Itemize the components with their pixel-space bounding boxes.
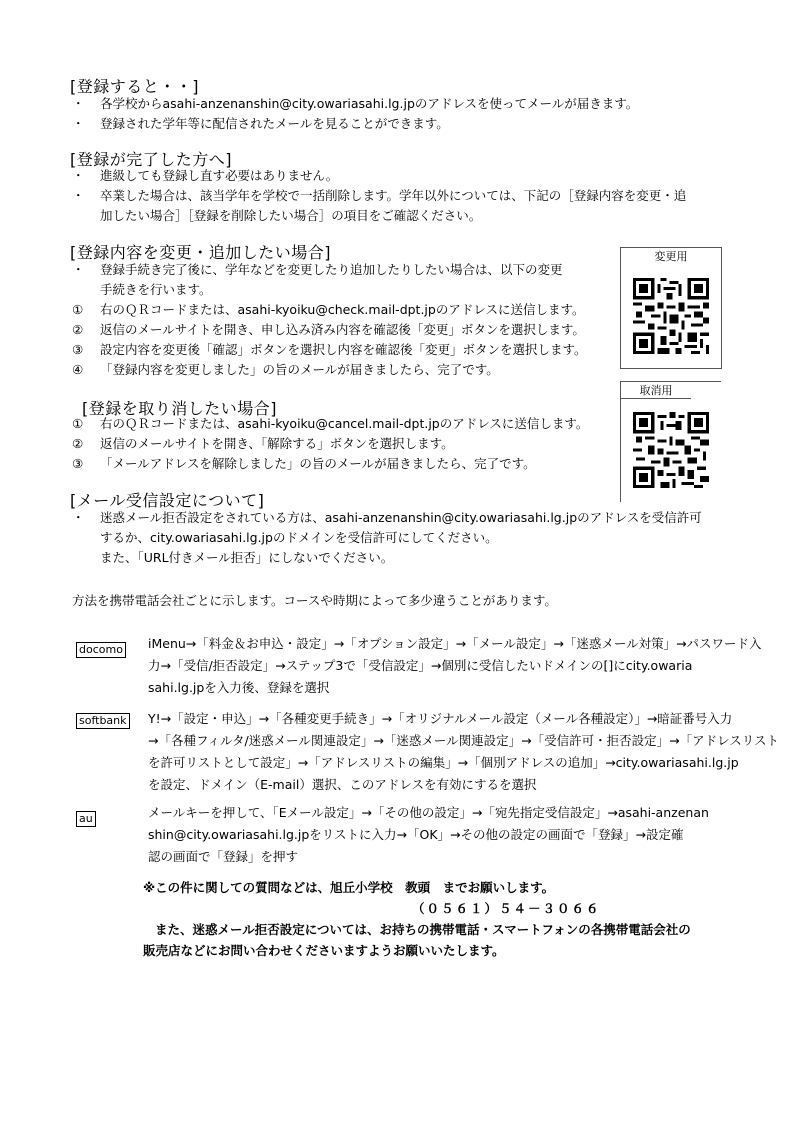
carrier-instructions-docomo: iMenu→「料金＆お申込・設定」→「オプション設定」→「メール設定」→「迷惑メール対策」→パスワード入 力→「受信/拒否設定」→ステップ3で「受信設定」→個別に受信したいドメインの[]にcity.owaria sahi.lg.jpを入力後、登録を選択 bbox=[148, 636, 762, 695]
list-item: ・ 卒業した場合は、該当学年を学校で一括削除します。学年以外については、下記の［登録内容を変更・追 bbox=[72, 188, 687, 203]
list-item: ・ 進級しても登録し直す必要はありません。 bbox=[72, 168, 339, 183]
qr-change-label: 変更用 bbox=[654, 250, 688, 263]
carrier-label-softbank: softbank bbox=[76, 713, 130, 729]
reception-list bbox=[72, 508, 702, 568]
list-item: ② 返信のメールサイトを開き、「解除する」ボタンを選択します。 bbox=[72, 436, 454, 451]
list-item: ① 右のＱＲコードまたは、asahi-kyoiku@cancel.mail-dpt.jpのアドレスに送信します。 bbox=[72, 416, 589, 431]
list-item: ・ 登録された学年等に配信されたメールを見ることができます。 bbox=[72, 116, 449, 131]
carrier-intro: 方法を携帯電話会社ごとに示します。コースや時期によって多少違うことがあります。 bbox=[72, 593, 557, 608]
carrier-label-au: au bbox=[76, 811, 96, 827]
list-item: ・ 迷惑メール拒否設定をされている方は、asahi-anzenanshin@city.owariasahi.lg.jpのアドレスを受信許可 bbox=[72, 510, 702, 525]
list-item: ② 返信のメールサイトを開き、申し込み済み内容を確認後「変更」ボタンを選択します。 bbox=[72, 322, 585, 337]
list-item: ③ 設定内容を変更後「確認」ボタンを選択し内容を確認後「変更」ボタンを選択します。 bbox=[72, 342, 587, 357]
heading-reception: [メール受信設定について] bbox=[70, 491, 265, 510]
list-item: ・ 登録手続き完了後に、学年などを変更したり追加したりしたい場合は、以下の変更 bbox=[72, 262, 563, 277]
completed-list bbox=[72, 166, 686, 226]
qr-cancel-label: 取消用 bbox=[621, 382, 691, 399]
notice-carrier-info: また、迷惑メール拒否設定については、お持ちの携帯電話・スマートフォンの各携帯電話会社の bbox=[155, 922, 691, 937]
qr-cancel-box bbox=[620, 381, 721, 502]
list-item: また、「URL付きメール拒否」にしないでください。 bbox=[100, 550, 394, 565]
list-item: 手続きを行います。 bbox=[100, 282, 212, 297]
carrier-label-docomo: docomo bbox=[76, 642, 126, 658]
carrier-instructions-softbank: Y!→「設定・申込」→「各種変更手続き」→「オリジナルメール設定（メール各種設定）」→暗証番号入力 →「各種フィルタ/迷惑メール関連設定」→「迷惑メール関連設定」→「受信許可・拒否設定」→「アドレスリスト を許可リストとして設定」→「アドレスリストの編集」→「個別アドレスの追加」→city.owariasahi.lg.jp を設定、ドメイン（E-mail）選択、このアドレスを有効にするを選択 bbox=[148, 711, 779, 792]
heading-change: [登録内容を変更・追加したい場合] bbox=[70, 243, 331, 262]
qr-change-box bbox=[620, 247, 722, 369]
list-item: ① 右のＱＲコードまたは、asahi-kyoiku@check.mail-dpt.jpのアドレスに送信します。 bbox=[72, 302, 585, 317]
heading-cancel: [登録を取り消したい場合] bbox=[82, 399, 277, 418]
notice-carrier-info-cont: 販売店などにお問い合わせくださいますようお願いいたします。 bbox=[143, 943, 505, 958]
list-item: 加したい場合］［登録を削除したい場合］の項目をご確認ください。 bbox=[100, 208, 482, 223]
change-list bbox=[72, 260, 587, 380]
heading-after-register: [登録すると・・] bbox=[70, 77, 199, 96]
list-item: ④ 「登録内容を変更しました」の旨のメールが届きましたら、完了です。 bbox=[72, 362, 499, 377]
list-item: ③ 「メールアドレスを解除しました」の旨のメールが届きましたら、完了です。 bbox=[72, 456, 536, 471]
notice-phone: （０５６１）５４－３０６６ bbox=[412, 901, 601, 916]
list-item: するか、city.owariasahi.lg.jpのドメインを受信許可にしてください。 bbox=[100, 530, 498, 545]
after-register-list bbox=[72, 94, 638, 134]
carrier-instructions-au: メールキーを押して、「Eメール設定」→「その他の設定」→「宛先指定受信設定」→asahi-anzenan shin@city.owariasahi.lg.jpをリストに入力→「OK」→その他の設定の画面で「登録」→設定確 認の画面で「登録」を押す bbox=[148, 805, 709, 864]
qr-code-icon[interactable] bbox=[633, 278, 709, 354]
notice-contact: ※この件に関しての質問などは、旭丘小学校 教頭 までお願いします。 bbox=[143, 880, 555, 895]
list-item: ・ 各学校からasahi-anzenanshin@city.owariasahi.lg.jpのアドレスを使ってメールが届きます。 bbox=[72, 96, 639, 111]
heading-completed: [登録が完了した方へ] bbox=[70, 150, 232, 169]
qr-code-icon[interactable] bbox=[633, 412, 709, 488]
cancel-list bbox=[72, 414, 588, 474]
